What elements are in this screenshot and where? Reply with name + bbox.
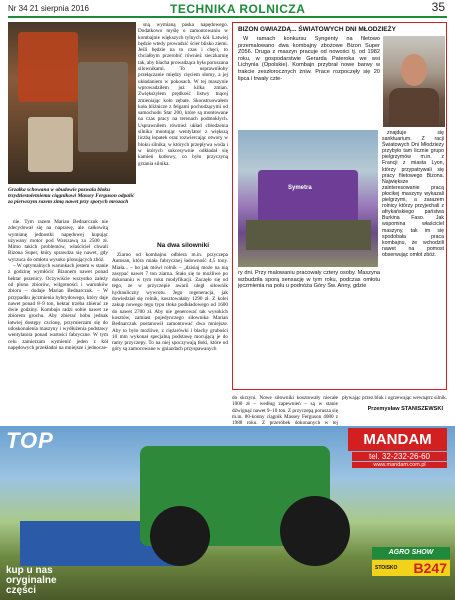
author-byline: Przemysław STANISZEWSKI	[367, 406, 443, 412]
ad-original-parts-logo	[6, 566, 57, 596]
box-paragraph-right	[382, 130, 444, 270]
page-number: 35	[431, 0, 445, 14]
box-paragraph-top	[238, 36, 380, 128]
box-title: BIZON GWIAZDĄ... ŚWIATOWYCH DNI MŁODZIEŻY	[238, 26, 396, 33]
stand-code: B247	[413, 560, 447, 576]
paragraph: sną wymianą paska napędowego. Dodatkowo myślę o zamontowaniu w kombajnie większych tylnych kół. Łatwiej będzie wtedy prowadzić ścier blisko ziemi. Jeśli będzie na to czas i chęci, to chciałbym przerobić również sieczkarnię tak, aby blacha prowadząca była poruszana silownikami. To usprawniłoby przełączanie między cięciem słomy, a jej układaniem w pokosach. W tej maszynie wprowadziłem już kilka zmian. Zwiększyłem prędkość listwy tnącej zmieniając koło zębate. Skonstruowałem koła bliźnicze z felgami pochodzącymi od samochodu Star 200, które są montowane na czas pracy na terenach podmokłych. Usprawniłem również układ chłodzenia silnika montując wentylator z większą liczbą łopatek oraz rozwiercając otwory w bloku silnika, w których przepływa woda i w których sukcesywnie odkładał się kamień kotłowy, co było przyczyną grzania silnika.	[138, 22, 228, 167]
article-column-1	[8, 219, 108, 419]
section-title: TECHNIKA ROLNICZA	[170, 2, 306, 16]
paragraph: znajduje się sanktuarium. Z racji Światowych Dni Młodzieży przybyło tam licznie grupo pielgrzymów m.in. z Francji z miasta Lyon, którzy przypatrywali się pracy filetowego Bizona. Największe zainteresowanie pracą płocikej maszyny wykazali pielgrzymi, a zarazem rolnicy którzy przyjechali z afrykańskiego państwa Burkina Faso. Jak wspomina właściciel maszyny, tak im się spodobała praca kombajnu, że wchodzili nawet na pomost obserwując omłot zbóż.	[382, 130, 444, 258]
ad-brand-top: TOP	[6, 428, 54, 453]
paragraph: W ramach konkursu Syngenty na filetowo przemalowano dwa kombajny zbożowe Bizon Super Z056. Druga z maszyn pracuje od nowości tj. od 1982 roku, w gospodarstwie Gerarda Pateroka we wsi Lichynia (Opolskie). Kombajn przybrał nowe barwy w trakcie zeszłorocznych żniw. Prace rozpoczęły się 20 lipca i trwały czte-	[238, 36, 380, 82]
logo-line: części	[6, 585, 37, 596]
stand-label: STOISKO	[375, 565, 398, 571]
purple-combine-photo	[238, 130, 378, 267]
photo-caption: Grzałka schowana w obudowie pozwala bloku trzydziestoletniemu ciągnikowi Massey Ferguson odpalić za pierwszym razem zimą nawet przy sporych mrozach	[8, 187, 135, 206]
paragraph: do skrzyni. Nowe siłowniki kosztowały niecałe 1000 zł – według zapewnień – są w stanie dźwignąć nawet 9–10 ton. Z przyczepą porusza się m.in. 80-konny ciągnik Massey Ferguson 4080 z 1988 roku. Z przeróbek dokonanych w tej	[232, 395, 338, 427]
article-column-4	[342, 395, 447, 405]
ad-phone: tel. 32-232-26-60	[352, 452, 447, 461]
paragraph: – W optymalnych warunkach jestem w stanie z godzinę wymłócić Bizonem nawet ponad hektar pszenicy. Oczywiście wszystko zależy od plonu zbiorów, wilgotności i warunków zbioru – dodaje Marian Bednarczuk. – W przypadku jęczmienia hybrydowego, który daje nawet ponad 8–9 ton, hektar trzeba zbierać ze dwie godziny. Kombajn radzi sobie nawet ze zbiorem grochu. Aby zbierać bobu jednak łatwiej dostępy czcionę, przymierzam się do udoskonalenia maszyny i wydłużenia podstawy wentylatora ponad wartości fabryczne. W tym celu zamierzam wymienić jeden z kół napędowych przekładni na mniejsze i jednocze-	[8, 263, 108, 351]
box-paragraph-bottom	[238, 270, 380, 310]
issue-info: Nr 34 21 sierpnia 2016	[8, 4, 89, 13]
article-column-2b	[112, 252, 228, 420]
paragraph: Ziarno od kombajnu odbiera m.in. przyczepa Autosan, która miała fabrycznej ładowność 4,5 tony. Miała... – bo jak mówi rolnik – „dzisiaj może na nią zasypać nawet 7 ton ziarna. Stało się to możliwe po dokonaniu w tym roku modyfikacji. Zaczęło się od tego, że w przyczepie awarii uległ siłownik hydrauliczny wywrotu. Jego regeneracja, jak dowiedział się rolnik, kosztowałaby 1290 zł. Z kolei zakup nowego tego typu tłoka podkładowego od 1600 do nawet 2700 zł. Aby nie generować tak wysokich kosztów, zamiast pojedynczego siłownika Marian Bednarczuk postanowił zamontować dwa mniejsze. Aby to było możliwe, z ciężarówki i blachy grubości 10 mm wykonał specjalną podstawę mocującą je do ramy przyczepy. To na niej spoczywają tłoki, które od góry są zamocowane w gniazdach przyspawanych	[112, 252, 228, 353]
ad-agro-show-badge: AGRO SHOW	[372, 547, 450, 559]
paragraph: pływając przez blok i ogrzewając wewnątrz silnik.	[342, 395, 448, 401]
logo-line: kup u nas	[6, 565, 53, 576]
article-column-2	[138, 22, 228, 240]
ad-website: www.mandam.com.pl	[352, 462, 447, 468]
machine-label: Symetra	[288, 185, 312, 191]
logo-line: oryginalne	[6, 575, 57, 586]
paragraph: nie. Tym razem Marian Bednarczuk nie zdecydował się na naprawę, ale całkowitą wymianę jednostki napędowej kupując używany motor pod Warszawą za 2500 zł. Mimo takich problemów, właściciel chwali Bizona Super, który sprawdza się nawet, gdy wyrzuca do omłotu wysoko plonujących zbóż.	[8, 219, 108, 263]
ad-stand-badge	[372, 560, 450, 576]
tractor-engine-photo	[8, 22, 136, 184]
ad-brand-mandam: MANDAM	[348, 428, 447, 451]
header-divider	[8, 16, 447, 18]
article-column-3	[232, 395, 338, 425]
subheading: Na dwa silowniki	[156, 242, 209, 249]
paragraph: ry dni. Przy malowaniu pracowały cztery osoby. Maszyna wzbudziła sporą sensację w tym roku, podczas omłotu jęczmienia na polu u podnóża Góry Św. Anny, gdzie	[238, 270, 380, 290]
farmer-portrait-photo	[383, 36, 445, 127]
